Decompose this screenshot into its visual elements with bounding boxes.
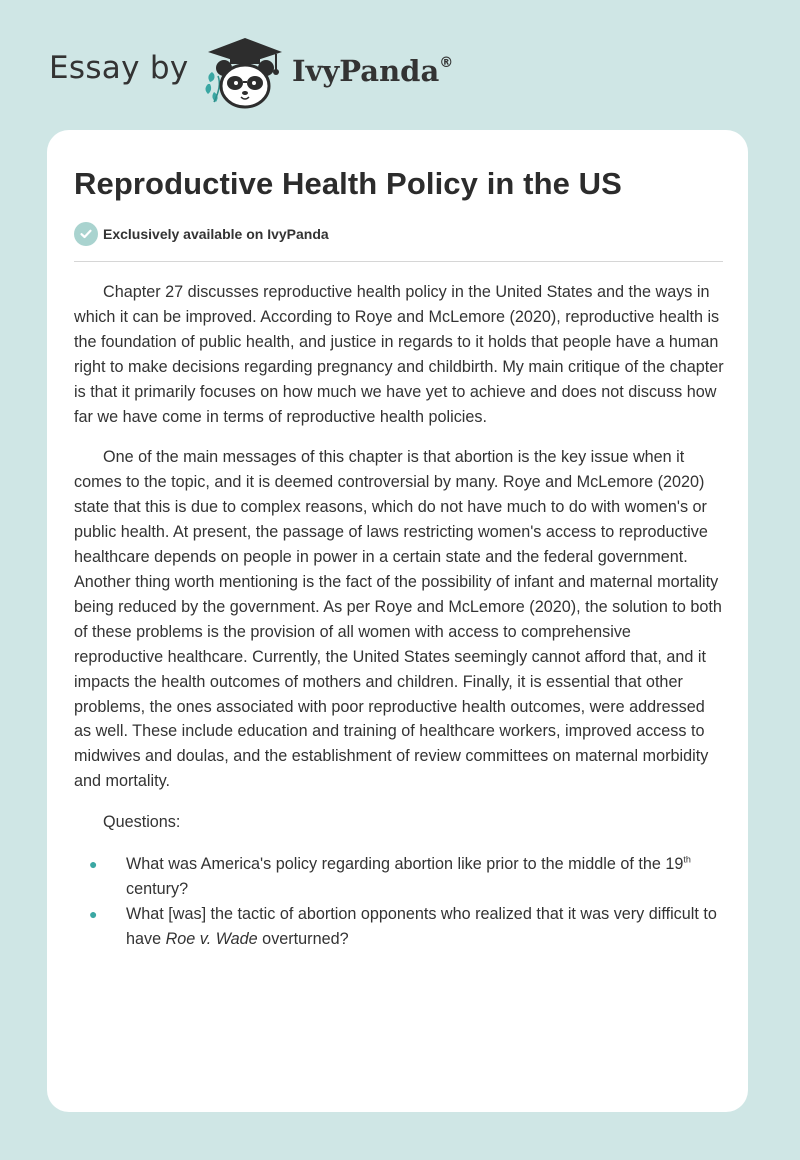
divider	[74, 261, 723, 262]
list-item: ● What was America's policy regarding abortion like prior to the middle of the 19th century?	[74, 852, 724, 902]
case-name: Roe v. Wade	[165, 929, 258, 948]
site-header	[0, 0, 800, 130]
questions-list	[74, 852, 724, 952]
essay-by-label: Essay by	[49, 50, 189, 86]
article-card	[47, 130, 748, 1112]
bullet-icon: ●	[89, 905, 98, 922]
check-icon	[74, 222, 98, 246]
brand-name[interactable]: IvyPanda®	[292, 54, 454, 88]
paragraph: One of the main messages of this chapter is that abortion is the key issue when it comes to the topic, and it is deemed controversial by many. Roye and McLemore (2020) state that this is due to complex reasons, which do not have much to do with women's or public health. At present, the passage of laws restricting women's access to reproductive healthcare depends on people in power in a certain state and the federal government. Another thing worth mentioning is the fact of the possibility of infant and maternal mortality being reduced by the government. As per Roye and McLemore (2020), the solution to both of these problems is the provision of all women with access to comprehensive reproductive healthcare. Currently, the United States seemingly cannot afford that, and it impacts the health outcomes of mothers and children. Finally, it is essential that other problems, the ones associated with poor reproductive health outcomes, were addressed as well. These include education and training of healthcare workers, improved access to midwives and doulas, and the establishment of review committees on maternal morbidity and mortality.	[74, 448, 722, 791]
registered-mark: ®	[439, 55, 454, 72]
list-item: ● What [was] the tactic of abortion opponents who realized that it was very difficult to have Roe v. Wade overturned?	[74, 902, 724, 952]
paragraph: Chapter 27 discusses reproductive health policy in the United States and the ways in which it can be improved. According to Roye and McLemore (2020), reproductive health is the foundation of public health, and justice in regards to it holds that people have a human right to make decisions regarding pregnancy and childbirth. My main critique of the chapter is that it primarily focuses on how much we have yet to achieve and does not discuss how far we have come in terms of reproductive health policies.	[74, 283, 724, 426]
exclusive-badge	[74, 221, 329, 247]
questions-label: Questions:	[103, 813, 181, 832]
article-body	[74, 280, 724, 952]
bullet-icon: ●	[89, 856, 98, 873]
page-title: Reproductive Health Policy in the US	[74, 166, 622, 201]
panda-graduate-icon	[200, 32, 290, 112]
exclusive-badge-label: Exclusively available on IvyPanda	[103, 226, 329, 242]
